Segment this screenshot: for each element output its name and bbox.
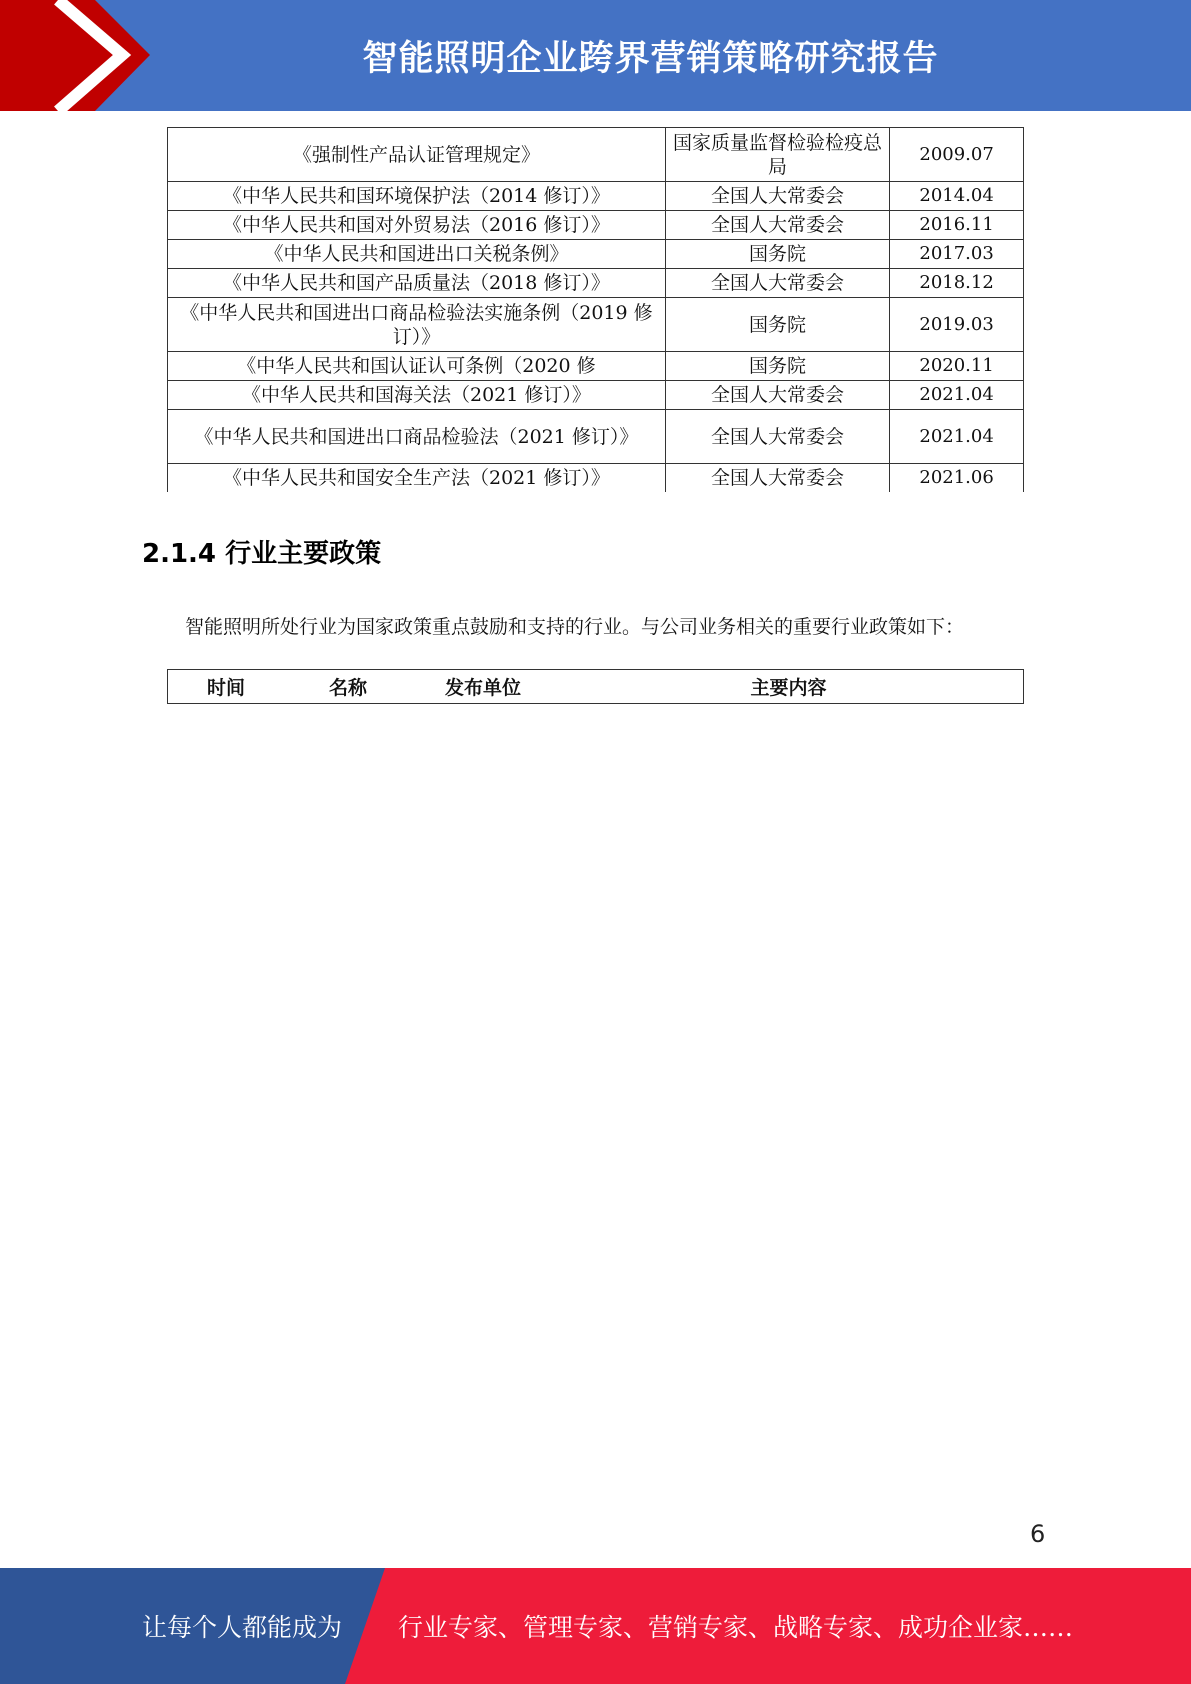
issuer-cell: 全国人大常委会 xyxy=(665,182,889,211)
column-header-issuer: 发布单位 xyxy=(412,670,554,704)
header-arrow-decoration xyxy=(0,0,150,111)
date-cell: 2021.06 xyxy=(890,464,1024,493)
issuer-cell: 国务院 xyxy=(665,240,889,269)
table-row xyxy=(168,269,1024,298)
regulation-name-cell: 《中华人民共和国产品质量法（2018 修订）》 xyxy=(168,269,666,298)
date-cell: 2016.11 xyxy=(890,211,1024,240)
report-title: 智能照明企业跨界营销策略研究报告 xyxy=(362,38,939,79)
regulation-name-cell: 《中华人民共和国环境保护法（2014 修订）》 xyxy=(168,182,666,211)
regulations-table xyxy=(167,127,1024,492)
date-cell: 2018.12 xyxy=(890,269,1024,298)
table-row xyxy=(168,298,1024,352)
footer-banner xyxy=(0,1568,1191,1684)
issuer-cell: 全国人大常委会 xyxy=(665,211,889,240)
date-cell: 2009.07 xyxy=(890,128,1024,182)
table-row xyxy=(168,464,1024,493)
table-row xyxy=(168,352,1024,381)
date-cell: 2019.03 xyxy=(890,298,1024,352)
issuer-cell: 全国人大常委会 xyxy=(665,381,889,410)
footer-slogan-left: 让每个人都能成为 xyxy=(142,1613,343,1642)
page-number: 6 xyxy=(1030,1520,1046,1548)
issuer-cell: 国务院 xyxy=(665,298,889,352)
column-header-content: 主要内容 xyxy=(554,670,1024,704)
regulation-name-cell: 《中华人民共和国安全生产法（2021 修订）》 xyxy=(168,464,666,493)
issuer-cell: 全国人大常委会 xyxy=(665,410,889,464)
footer-slogan-right: 行业专家、管理专家、营销专家、战略专家、成功企业家…… xyxy=(398,1613,1074,1642)
table-row xyxy=(168,240,1024,269)
regulation-name-cell: 《中华人民共和国进出口商品检验法实施条例（2019 修订）》 xyxy=(168,298,666,352)
header-banner xyxy=(0,0,1191,111)
table-row xyxy=(168,410,1024,464)
table-row xyxy=(168,381,1024,410)
table-row xyxy=(168,182,1024,211)
issuer-cell: 全国人大常委会 xyxy=(665,269,889,298)
date-cell: 2017.03 xyxy=(890,240,1024,269)
date-cell: 2020.11 xyxy=(890,352,1024,381)
issuer-cell: 国务院 xyxy=(665,352,889,381)
regulation-name-cell: 《强制性产品认证管理规定》 xyxy=(168,128,666,182)
date-cell: 2021.04 xyxy=(890,410,1024,464)
issuer-cell: 全国人大常委会 xyxy=(665,464,889,493)
section-heading: 2.1.4 行业主要政策 xyxy=(142,539,382,569)
regulation-name-cell: 《中华人民共和国进出口关税条例》 xyxy=(168,240,666,269)
regulation-name-cell: 《中华人民共和国对外贸易法（2016 修订）》 xyxy=(168,211,666,240)
section-paragraph: 智能照明所处行业为国家政策重点鼓励和支持的行业。与公司业务相关的重要行业政策如下： xyxy=(185,616,965,638)
table-row xyxy=(168,211,1024,240)
issuer-cell: 国家质量监督检验检疫总局 xyxy=(665,128,889,182)
policy-table-header-row xyxy=(168,670,1024,704)
table-row xyxy=(168,128,1024,182)
date-cell: 2021.04 xyxy=(890,381,1024,410)
regulation-name-cell: 《中华人民共和国海关法（2021 修订）》 xyxy=(168,381,666,410)
policy-table xyxy=(167,669,1024,704)
column-header-time: 时间 xyxy=(168,670,285,704)
regulation-name-cell: 《中华人民共和国认证认可条例（2020 修 xyxy=(168,352,666,381)
column-header-name: 名称 xyxy=(284,670,412,704)
regulation-name-cell: 《中华人民共和国进出口商品检验法（2021 修订）》 xyxy=(168,410,666,464)
date-cell: 2014.04 xyxy=(890,182,1024,211)
